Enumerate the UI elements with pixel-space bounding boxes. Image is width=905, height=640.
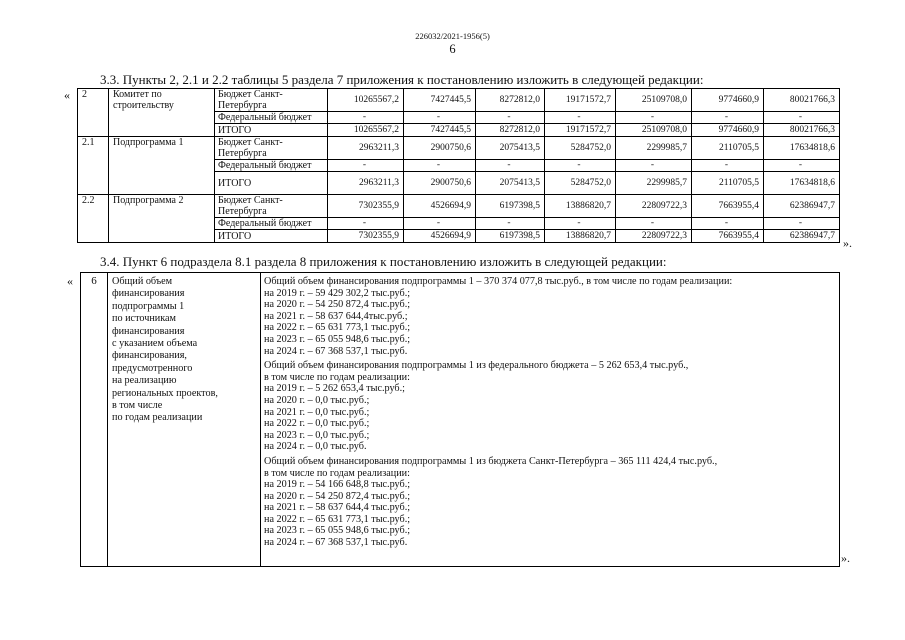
funding-line: в том числе по годам реализации: (264, 371, 410, 383)
value-cell: 13886820,7 (545, 195, 616, 218)
item-number-cell: 2.2 (78, 195, 109, 243)
value-cell: 22809722,3 (616, 230, 692, 243)
value-cell: - (545, 218, 616, 230)
funding-line: на 2022 г. – 65 631 773,1 тыс.руб.; (264, 322, 411, 334)
funding-line: на 2023 г. – 65 055 948,6 тыс.руб.; (264, 525, 411, 537)
funding-source-cell: Федеральный бюджет (215, 160, 328, 172)
value-cell: - (764, 218, 840, 230)
table-row (78, 137, 840, 160)
value-cell: 7663955,4 (692, 230, 764, 243)
funding-line: на 2021 г. – 58 637 644,4 тыс.руб.; (264, 502, 411, 514)
value-cell: 5284752,0 (545, 137, 616, 160)
item-name-cell: Подпрограмма 2 (109, 195, 215, 243)
value-cell: - (692, 112, 764, 124)
funding-line: в том числе по годам реализации: (264, 467, 410, 479)
description-line: финансирования, (112, 350, 187, 362)
funding-line: на 2021 г. – 0,0 тыс.руб.; (264, 406, 370, 418)
subsection-8-1-table (80, 272, 840, 567)
table-row (78, 195, 840, 218)
funding-source-cell: Бюджет Санкт-Петербурга (215, 137, 328, 160)
funding-source-cell: Федеральный бюджет (215, 218, 328, 230)
item-number-cell: 2 (78, 89, 109, 137)
funding-line: на 2019 г. – 54 166 648,8 тыс.руб.; (264, 479, 411, 491)
description-line: по годам реализации (112, 412, 203, 424)
value-cell: 6197398,5 (476, 230, 545, 243)
funding-line: на 2020 г. – 54 250 872,4 тыс.руб.; (264, 490, 411, 502)
value-cell: - (764, 160, 840, 172)
value-cell: 7427445,5 (404, 124, 476, 137)
value-cell: 7427445,5 (404, 89, 476, 112)
description-line: финансирования (112, 288, 185, 300)
funding-line: на 2022 г. – 65 631 773,1 тыс.руб.; (264, 513, 411, 525)
funding-line: на 2020 г. – 54 250 872,4 тыс.руб.; (264, 299, 411, 311)
value-cell: - (328, 160, 404, 172)
value-cell: - (692, 218, 764, 230)
value-cell: - (692, 160, 764, 172)
value-cell: 2299985,7 (616, 172, 692, 195)
value-cell: 10265567,2 (328, 89, 404, 112)
section-3-3-title: 3.3. Пункты 2, 2.1 и 2.2 таблицы 5 раздела 7 приложения к постановлению изложить в следующей редакции: (100, 72, 704, 87)
value-cell: 2900750,6 (404, 137, 476, 160)
value-cell: 9774660,9 (692, 89, 764, 112)
value-cell: - (616, 218, 692, 230)
description-cell (108, 273, 261, 567)
funding-details-cell (261, 273, 840, 567)
value-cell: 2075413,5 (476, 137, 545, 160)
section-3-4-title: 3.4. Пункт 6 подраздела 8.1 раздела 8 приложения к постановлению изложить в следующей редакции: (100, 254, 667, 269)
value-cell: - (545, 160, 616, 172)
description-line: предусмотренного (112, 362, 193, 374)
description-line: на реализацию (112, 375, 177, 387)
funding-line: на 2024 г. – 67 368 537,1 тыс.руб. (264, 345, 408, 357)
table-row (81, 273, 840, 567)
funding-source-cell: ИТОГО (215, 230, 328, 243)
value-cell: 22809722,3 (616, 195, 692, 218)
value-cell: - (616, 160, 692, 172)
funding-line: Общий объем финансирования подпрограммы 1 из федерального бюджета – 5 262 653,4 тыс.руб., (264, 360, 689, 372)
value-cell: - (476, 218, 545, 230)
value-cell: - (328, 218, 404, 230)
value-cell: - (404, 160, 476, 172)
value-cell: 62386947,7 (764, 195, 840, 218)
description-line: Общий объем (112, 276, 173, 287)
value-cell: 17634818,6 (764, 172, 840, 195)
funding-line: на 2022 г. – 0,0 тыс.руб.; (264, 418, 370, 430)
value-cell: 8272812,0 (476, 124, 545, 137)
close-quote-3-3: ». (843, 236, 852, 250)
funding-line: на 2020 г. – 0,0 тыс.руб.; (264, 394, 370, 406)
value-cell: - (476, 112, 545, 124)
open-quote-3-3: « (64, 88, 70, 102)
funding-line: на 2019 г. – 59 429 302,2 тыс.руб.; (264, 287, 411, 299)
value-cell: 2900750,6 (404, 172, 476, 195)
description-line: финансирования (112, 325, 185, 337)
table-row (78, 89, 840, 112)
value-cell: - (328, 112, 404, 124)
document-code: 226032/2021-1956(5) (415, 31, 490, 41)
value-cell: - (764, 112, 840, 124)
funding-line: на 2024 г. – 67 368 537,1 тыс.руб. (264, 537, 408, 549)
value-cell: 7302355,9 (328, 230, 404, 243)
value-cell: 9774660,9 (692, 124, 764, 137)
value-cell: 19171572,7 (545, 89, 616, 112)
value-cell: 25109708,0 (616, 124, 692, 137)
value-cell: 2075413,5 (476, 172, 545, 195)
funding-table-5 (77, 88, 840, 243)
funding-line: Общий объем финансирования подпрограммы 1 из бюджета Санкт-Петербурга – 365 111 424,4 тыс.руб., (264, 455, 718, 467)
funding-source-cell: Федеральный бюджет (215, 112, 328, 124)
description-line: по источникам (112, 313, 177, 325)
value-cell: 62386947,7 (764, 230, 840, 243)
value-cell: 2110705,5 (692, 137, 764, 160)
item-name-cell: Подпрограмма 1 (109, 137, 215, 195)
value-cell: 6197398,5 (476, 195, 545, 218)
funding-line: на 2024 г. – 0,0 тыс.руб. (264, 441, 367, 453)
funding-source-cell: ИТОГО (215, 172, 328, 195)
value-cell: 10265567,2 (328, 124, 404, 137)
value-cell: 13886820,7 (545, 230, 616, 243)
value-cell: 7302355,9 (328, 195, 404, 218)
value-cell: 4526694,9 (404, 195, 476, 218)
value-cell: 25109708,0 (616, 89, 692, 112)
value-cell: 2963211,3 (328, 137, 404, 160)
funding-line: Общий объем финансирования подпрограммы 1 – 370 374 077,8 тыс.руб., в том числе по годам реализации: (264, 276, 733, 287)
item-name-cell: Комитет по строительству (109, 89, 215, 137)
description-line: подпрограммы 1 (112, 300, 185, 312)
close-quote-3-4: ». (841, 551, 850, 565)
value-cell: 17634818,6 (764, 137, 840, 160)
page-number: 6 (449, 42, 456, 56)
value-cell: - (404, 218, 476, 230)
funding-source-cell: Бюджет Санкт-Петербурга (215, 195, 328, 218)
value-cell: 2110705,5 (692, 172, 764, 195)
value-cell: 19171572,7 (545, 124, 616, 137)
row-number-cell: 6 (81, 273, 108, 567)
description-line: в том числе (112, 400, 163, 412)
funding-line: на 2023 г. – 0,0 тыс.руб.; (264, 429, 370, 441)
item-number-cell: 2.1 (78, 137, 109, 195)
value-cell: 8272812,0 (476, 89, 545, 112)
value-cell: 4526694,9 (404, 230, 476, 243)
value-cell: 2299985,7 (616, 137, 692, 160)
value-cell: 80021766,3 (764, 89, 840, 112)
funding-source-cell: ИТОГО (215, 124, 328, 137)
value-cell: 80021766,3 (764, 124, 840, 137)
value-cell: 7663955,4 (692, 195, 764, 218)
funding-line: на 2019 г. – 5 262 653,4 тыс.руб.; (264, 383, 405, 395)
description-line: с указанием объема (112, 338, 198, 350)
funding-line: на 2021 г. – 58 637 644,4тыс.руб.; (264, 310, 408, 322)
funding-line: на 2023 г. – 65 055 948,6 тыс.руб.; (264, 333, 411, 345)
value-cell: 5284752,0 (545, 172, 616, 195)
value-cell: 2963211,3 (328, 172, 404, 195)
value-cell: - (476, 160, 545, 172)
value-cell: - (545, 112, 616, 124)
description-line: региональных проектов, (112, 387, 218, 399)
value-cell: - (404, 112, 476, 124)
value-cell: - (616, 112, 692, 124)
open-quote-3-4: « (67, 274, 73, 288)
funding-source-cell: Бюджет Санкт-Петербурга (215, 89, 328, 112)
